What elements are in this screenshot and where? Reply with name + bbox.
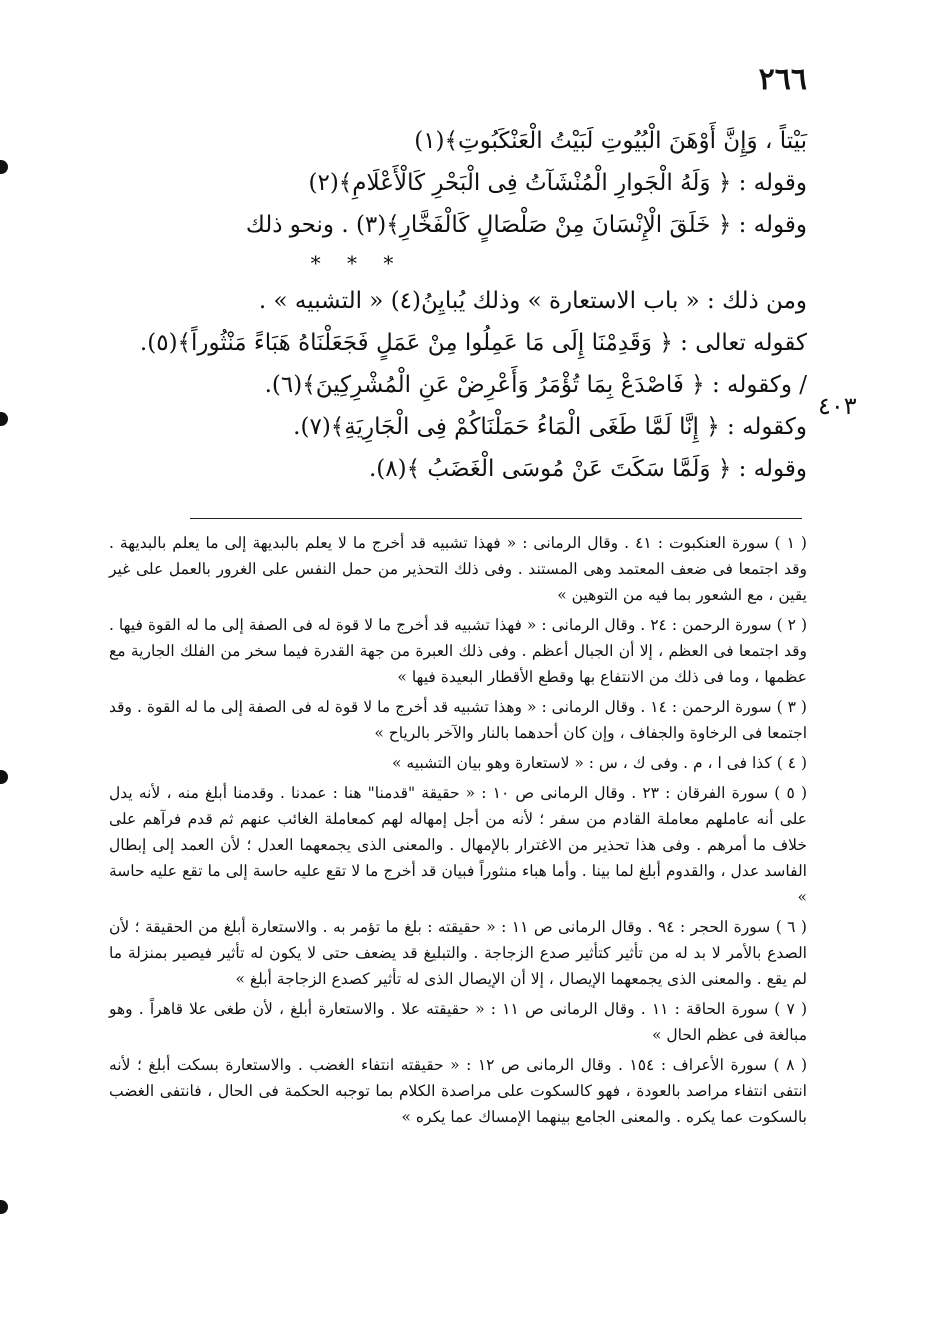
main-text-body <box>107 120 807 490</box>
footnote-8: ( ٨ ) سورة الأعراف : ١٥٤ . وقال الرمانى ص ١٢ : « حقيقته انتفاء الغضب . والاستعارة بسكت أبلغ ؛ لأنه انتفى انتفاء مراصد بالعودة ، فهو كالسكوت على مراصدة الكلام بما توجبه الحكمة فى الحال ، فانتفى الغضب بالسكوت عما يكره . والمعنى الجامع بينهما الإمساك عما يكره » <box>109 1056 807 1126</box>
footnote-3: ( ٣ ) سورة الرحمن : ١٤ . وقال الرمانى : « وهذا تشبيه قد أخرج ما لا قوة له فى الصفة إلى ما له القوة . وقد اجتمعا فى الرخاوة والجفاف ، وإن كان أحدهما بالنار والآخر بالرياح » <box>109 698 807 742</box>
footnotes-section <box>109 530 807 1134</box>
margin-page-reference: ٤٠٣ <box>818 392 857 420</box>
section-divider-stars: * * * <box>310 251 404 275</box>
main-text-line: كقوله تعالى : ﴿ وَقَدِمْنَا إِلَى مَا عَمِلُوا مِنْ عَمَلٍ فَجَعَلْنَاهُ هَبَاءً مَنْثُوراً﴾(٥). <box>139 330 807 356</box>
footnote-4: ( ٤ ) كذا فى ا ، م . وفى ك ، س : « لاستعارة وهو بيان التشبيه » <box>391 754 807 772</box>
main-text-line: وكقوله : ﴿ إِنَّا لَمَّا طَغَى الْمَاءُ حَمَلْنَاكُمْ فِى الْجَارِيَةِ﴾(٧). <box>293 414 807 440</box>
footnote-7: ( ٧ ) سورة الحاقة : ١١ . وقال الرمانى ص ١١ : « حقيقته علا . والاستعارة أبلغ ، لأن طغى علا قاهراً . وهو مبالغة فى عظم الحال » <box>109 1000 807 1044</box>
footnote-divider <box>190 518 802 519</box>
main-text-line: وقوله : ﴿ وَلَمَّا سَكَتَ عَنْ مُوسَى الْغَضَبُ ﴾(٨). <box>368 456 807 482</box>
footnote-6: ( ٦ ) سورة الحجر : ٩٤ . وقال الرمانى ص ١١ : « حقيقته : بلغ ما تؤمر به . والاستعارة أبلغ من الحقيقة ؛ لأن الصدع بالأمر لا بد له من تأثير كتأثير صدع الزجاجة . والتبليغ قد يضعف حتى لا يكون له تأثير فيصير بمنزلة ما لم يقع . والمعنى الذى يجمعهما الإيصال ، إلا أن الإيصال الذى له تأثير كصدع الزجاجة أبلغ » <box>109 918 807 988</box>
main-text-line: / وكقوله : ﴿ فَاصْدَعْ بِمَا تُؤْمَرُ وَأَعْرِضْ عَنِ الْمُشْرِكِينَ﴾(٦). <box>264 372 807 398</box>
scan-edge-mark <box>0 160 8 174</box>
main-text-line: ومن ذلك : « باب الاستعارة » وذلك يُبايِنُ(٤) « التشبيه » . <box>258 288 807 314</box>
footnote-2: ( ٢ ) سورة الرحمن : ٢٤ . وقال الرمانى : « فهذا تشبيه قد أخرج ما لا قوة له فى الصفة إلى ما له القوة فيها . وقد اجتمعا فى العظم ، إلا أن الجبال أعظم . وفى ذلك العبرة من جهة القدرة فيما سخر من الفلك الجارية مع عظمها ، وما فى ذلك من الانتفاع بها وقطع الأقطار البعيدة فيها » <box>109 616 807 686</box>
scan-edge-mark <box>0 412 8 426</box>
footnote-1: ( ١ ) سورة العنكبوت : ٤١ . وقال الرمانى : « فهذا تشبيه قد أخرج ما لا يعلم بالبديهة إلى ما يعلم بالبديهة . وقد اجتمعا فى ضعف المعتمد وهى المستند . وفى ذلك التحذير من حمل النفس على الغرور بالعمل على غير يقين ، مع الشعور بما فيه من التوهين » <box>109 534 807 604</box>
scan-edge-mark <box>0 770 8 784</box>
footnote-5: ( ٥ ) سورة الفرقان : ٢٣ . وقال الرمانى ص ١٠ : « حقيقة "قدمنا" هنا : عمدنا . وقدمنا أبلغ منه ، لأنه يدل على أنه عاملهم معاملة القادم من سفر ؛ لأنه من أجل إمهاله لهم كمعاملة الغائب عنهم ثم قدم فرآهم على خلاف ما أمرهم . وفى هذا تحذير من الاغترار بالإمهال . والمعنى الذى يجمعهما العدل ؛ لأن العمد إلى إبطال الفاسد عدل ، والقدوم أبلغ لما بينا . وأما هباء منثوراً فبيان قد أخرج ما لا تقع عليه حاسة إلى ما تقع عليه حاسة » <box>109 784 808 906</box>
main-text-line: وقوله : ﴿ وَلَهُ الْجَوارِ الْمُنْشَآتُ فِى الْبَحْرِ كَالْأَعْلَامِ﴾(٢) <box>308 170 807 196</box>
main-text-line: وقوله : ﴿ خَلَقَ الْإِنْسَانَ مِنْ صَلْصَالٍ كَالْفَخَّارِ﴾(٣) . ونحو ذلك <box>245 212 807 238</box>
main-text-line: بَيْتاً ، وَإِنَّ أَوْهَنَ الْبُيُوتِ لَبَيْتُ الْعَنْكَبُوتِ﴾(١) <box>414 128 807 154</box>
scan-edge-mark <box>0 1200 8 1214</box>
page-number: ٢٦٦ <box>758 62 807 97</box>
